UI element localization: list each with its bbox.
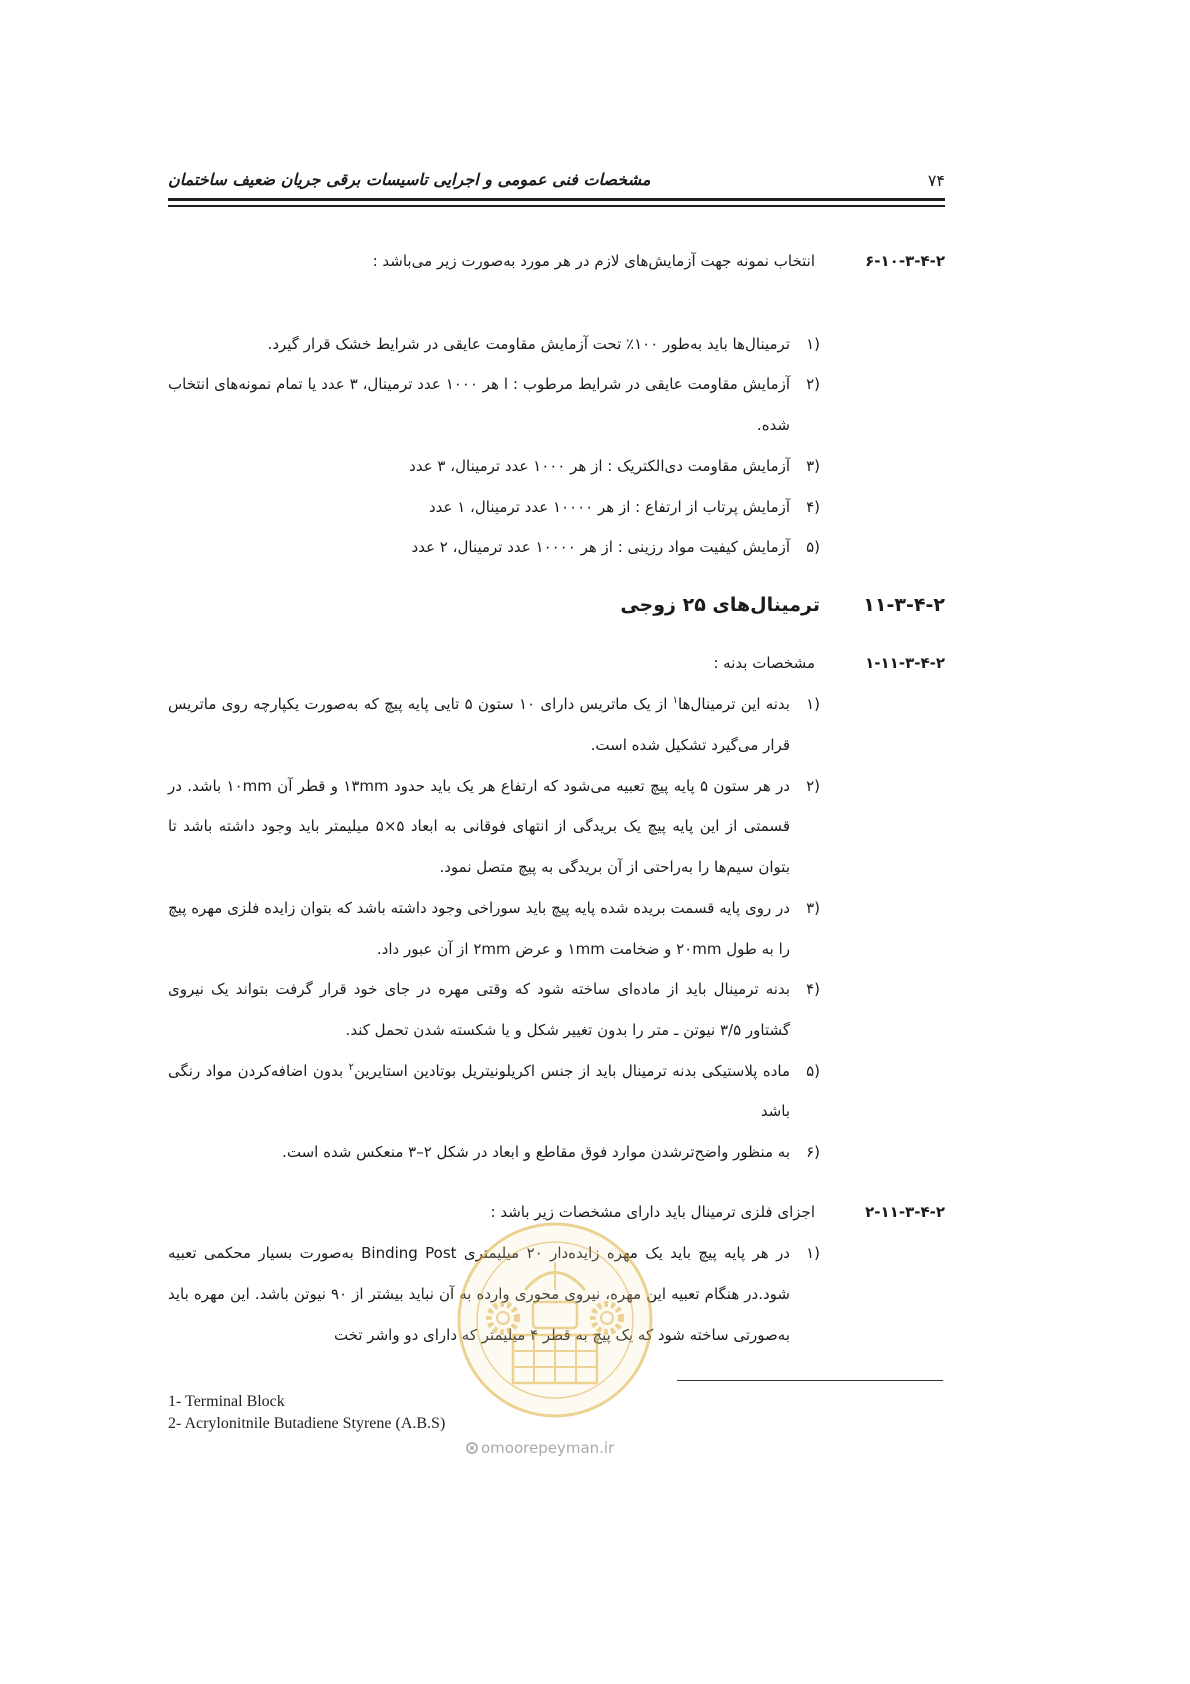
- list-item-number: ۱): [806, 695, 820, 714]
- list-item-text: در روی پایه قسمت بریده شده پایه پیچ باید سوراخی وجود داشته باشد که بتوان زایده فلزی مهره پیچ را به طول ۲۰mm و ضخامت ۱mm و عرض ۲mm از آن عبور داد.: [168, 898, 790, 958]
- list-item-text: بدنه این ترمینال‌ها$^۱$ از یک ماتریس دارای ۱۰ ستون ۵ تایی پایه پیچ که به‌صورت یکپارچه روی ماتریس قرار می‌گیرد تشکیل شده است.: [168, 695, 790, 755]
- section-heading-2-4-3-11-2: [168, 1192, 945, 1233]
- list-item: [168, 487, 945, 528]
- section-heading-text: انتخاب نمونه جهت آزمایش‌های لازم در هر مورد به‌صورت زیر می‌باشد :: [372, 252, 815, 270]
- site-logo-icon: [466, 1442, 478, 1454]
- list-item-text: آزمایش پرتاب از ارتفاع : از هر ۱۰۰۰۰ عدد ترمینال، ۱ عدد: [428, 497, 790, 516]
- section-heading-text: اجزای فلزی ترمینال باید دارای مشخصات زیر باشد :: [490, 1202, 815, 1221]
- list-item: [168, 446, 945, 487]
- list-item-text: در هر پایه پیچ باید یک مهره زایده‌دار ۲۰ میلیمتری Binding Post به‌صورت بسیار محکمی تعبیه شود.در هنگام تعبیه این مهره، نیروی محوری وارده به آن نباید بیشتر از ۹۰ نیوتن باشد. این مهره باید به‌صورتی ساخته شود که یک پیچ به قطر ۴ میلیمتر که دارای دو واشر تخت: [168, 1244, 790, 1344]
- list-item-text: آزمایش مقاومت دی‌الکتریک : از هر ۱۰۰۰ عدد ترمینال، ۳ عدد: [409, 456, 790, 475]
- list-item: [168, 324, 945, 365]
- list-item: [168, 527, 945, 568]
- list-item-text: آزمایش کیفیت مواد رزینی : از هر ۱۰۰۰۰ عدد ترمینال، ۲ عدد: [411, 538, 790, 557]
- section-number: ۲-۴-۳-۱۱: [863, 593, 945, 616]
- list-item-number: ۴): [806, 980, 820, 999]
- list-item: [168, 888, 945, 969]
- footnote-reference: ۱: [672, 695, 678, 707]
- body-text: [168, 241, 945, 1356]
- list-item: [168, 1132, 945, 1173]
- page-number: ۷۴: [927, 171, 945, 190]
- list-item: [168, 969, 945, 1050]
- list-item: [168, 1233, 945, 1355]
- section-heading-2-4-3-10-6: [168, 241, 945, 282]
- sample-selection-list: [168, 324, 945, 568]
- section-number: ۲-۴-۳-۱۱-۲: [865, 1202, 945, 1221]
- list-item-text: آزمایش مقاومت عایقی در شرایط مرطوب : ا هر ۱۰۰۰ عدد ترمینال، ۳ عدد یا تمام نمونه‌های انتخاب شده.: [168, 375, 791, 435]
- section-heading-2-4-3-11-1: [168, 643, 945, 684]
- list-item-number: ۵): [806, 538, 820, 557]
- running-header-title: مشخصات فنی عمومی و اجرایی تاسیسات برقی جریان ضعیف ساختمان: [168, 170, 651, 189]
- list-item-text: ترمینال‌ها باید به‌طور ۱۰۰٪ تحت آزمایش مقاومت عایقی در شرایط خشک قرار گیرد.: [267, 334, 790, 353]
- watermark-site: [466, 1439, 614, 1457]
- list-item-number: ۵): [806, 1061, 820, 1080]
- metal-parts-list: [168, 1233, 945, 1355]
- watermark-site-text: omoorepeyman.ir: [481, 1439, 615, 1457]
- header-rule-thick: [168, 198, 945, 201]
- header-rule-thin: [168, 205, 945, 207]
- section-number: ۲-۴-۳-۱۱-۱: [865, 653, 945, 672]
- list-item-number: ۴): [806, 497, 820, 516]
- list-item-text: بدنه ترمینال باید از ماده‌ای ساخته شود که وقتی مهره در جای خود قرار گرفت بتواند یک نیروی گشتاور ۳/۵ نیوتن ـ متر را بدون تغییر شکل و یا شکسته شدن تحمل کند.: [168, 980, 790, 1039]
- footnote: 2- Acrylonitnile Butadiene Styrene (A.B.S): [168, 1415, 446, 1432]
- list-item-number: ۳): [806, 898, 820, 917]
- footnote: 1- Terminal Block: [168, 1393, 285, 1410]
- body-specification-list: [168, 684, 945, 1172]
- section-number: ۲-۴-۳-۱۰-۶: [865, 252, 945, 270]
- footnotes: [168, 1391, 648, 1435]
- section-title: ترمینال‌های ۲۵ زوجی: [620, 593, 820, 616]
- list-item: [168, 684, 945, 765]
- list-item: [168, 364, 945, 445]
- list-item-number: ۲): [806, 375, 820, 394]
- list-item: [168, 1051, 945, 1132]
- list-item-number: ۶): [806, 1143, 820, 1162]
- list-item: [168, 766, 945, 888]
- section-heading-2-4-3-11: [168, 585, 945, 626]
- section-heading-text: مشخصات بدنه :: [713, 653, 815, 672]
- list-item-text: ماده پلاستیکی بدنه ترمینال باید از جنس اکریلونیتریل بوتادین استایرین$^۲$ بدون اضافه‌کردن مواد رنگی باشد: [168, 1061, 791, 1121]
- list-item-text: به منظور واضح‌ترشدن موارد فوق مقاطع و ابعاد در شکل ۲–۳ منعکس شده است.: [282, 1143, 790, 1162]
- list-item-text: در هر ستون ۵ پایه پیچ تعبیه می‌شود که ارتفاع هر یک باید حدود ۱۳mm و قطر آن ۱۰mm باشد. در قسمتی از این پایه پیچ یک بریدگی از انتهای فوقانی به ابعاد ۵×۵ میلیمتر باید وجود داشته باشد تا بتوان سیم‌ها را به‌راحتی از آن بریدگی به پیچ متصل نمود.: [168, 776, 790, 877]
- list-item-number: ۱): [806, 334, 820, 353]
- footnote-separator: [677, 1380, 943, 1381]
- footnote-reference: ۲: [348, 1061, 354, 1073]
- list-item-number: ۲): [806, 776, 820, 795]
- list-item-number: ۱): [806, 1244, 820, 1263]
- list-item-number: ۳): [806, 456, 820, 475]
